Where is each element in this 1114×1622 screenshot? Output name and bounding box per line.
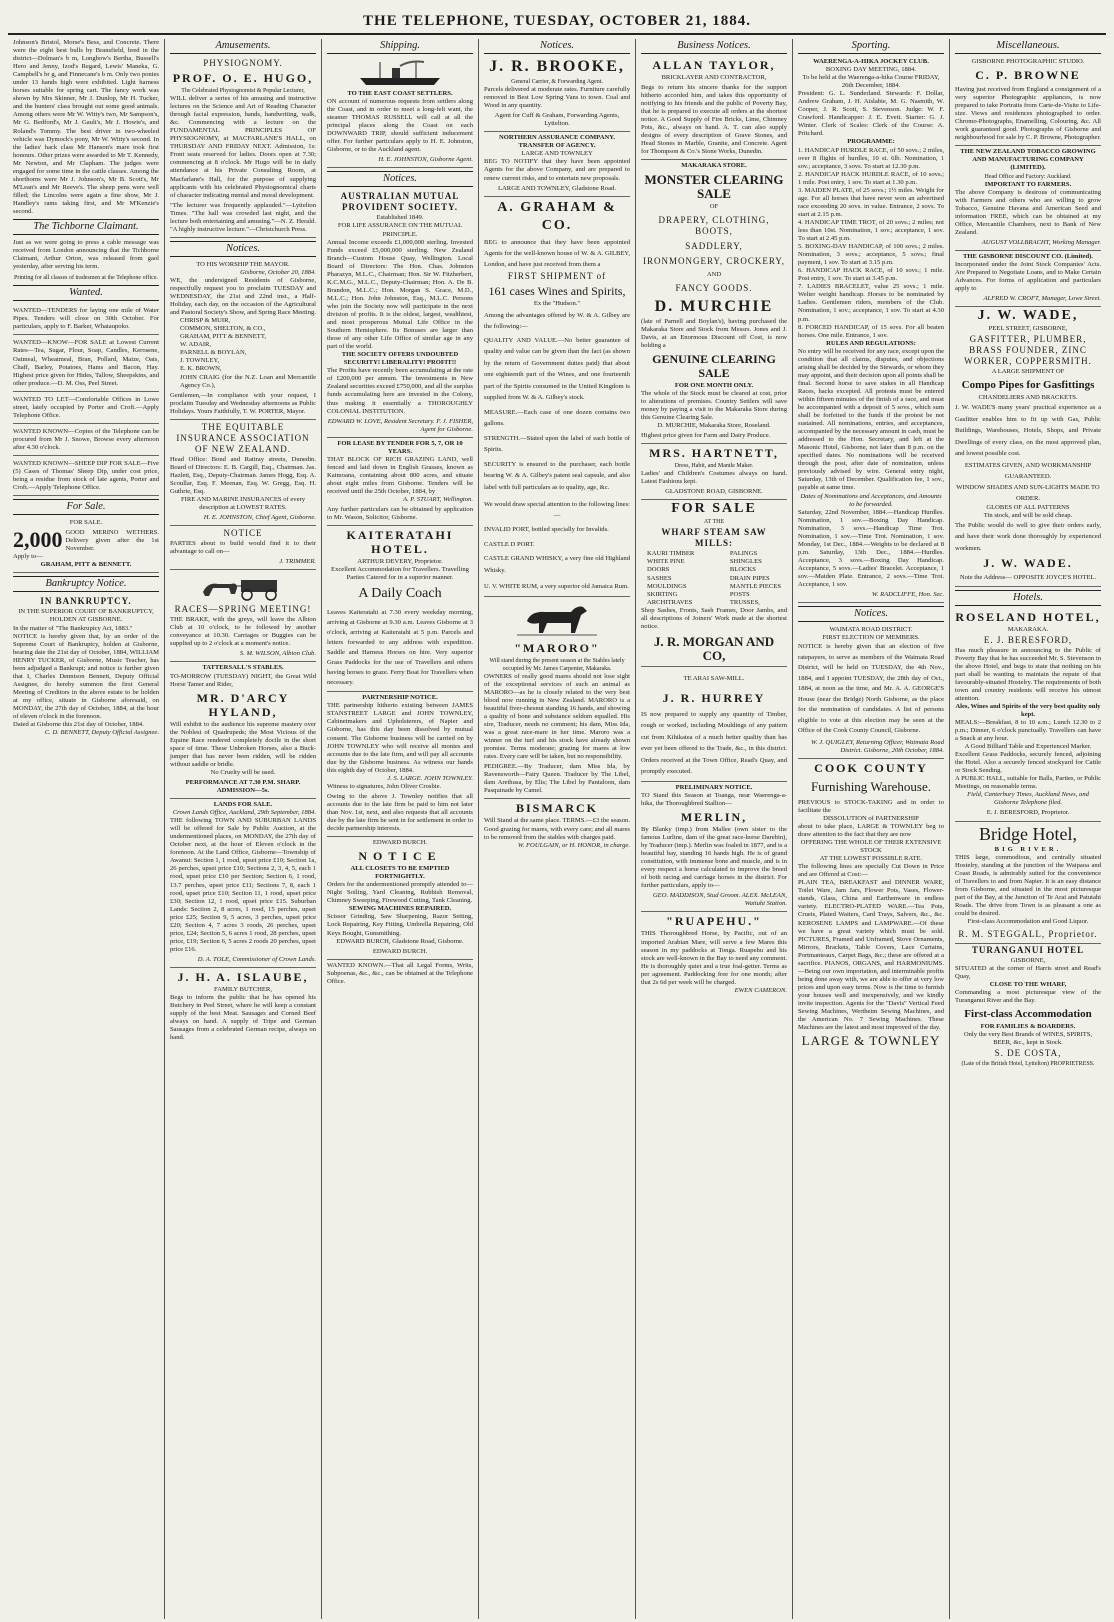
column-4 — [479, 39, 636, 1619]
notice-text: PARTIES about to build would find it to their advantage to call on— — [170, 540, 316, 556]
timber-item: TRUSSES, — [729, 598, 760, 606]
jc-title: WAERENGA-A-HIKA JOCKEY CLUB. — [813, 58, 929, 65]
race-item: 5. BOXING-DAY HANDICAP, of 100 sovs.; 2 miles. Nomination, 3 sovs.; acceptance, 5 sovs.; final payment, 1 sov. To start at 3.15 p.m. — [798, 243, 944, 267]
timber-item: SASHES — [647, 574, 672, 582]
cook-subtitle: Furnishing Warehouse. — [810, 778, 932, 794]
murchie-text: (late of Parnell and Boylan's), having purchased the Makaraka Store and Stock from Messrs. Jones and J. Davis, at an Enormous Discount off Cost, is now holding a — [641, 317, 787, 349]
column-2 — [165, 39, 322, 1619]
turanganui-text: SITUATED at the corner of Harris street and Read's Quay, — [955, 965, 1101, 981]
graham-point: QUALITY AND VALUE.—No better guarantee of quality and value can be given than the fact (as shown by the return of Government duties paid) that about one eighteenth part of the Wines, and one fourteenth part of the Spirits consumed in the United Kingdom is supplied from W. & A. Gilbey's stock. — [484, 336, 630, 402]
jc-officials: President: G. L. Sunderland. Stewards: F. Dollar, Andrew Graham, J. H. Aislabie, M. G. Nasmith, W. Cooper, J. R. Scott, S. Stevenson. Judge: W. F. Crawford. Handicapper: J. E. Evett. Starter: G. J. Winter. Clerk of Scales: Clerk of the Course: A. Pritchard. — [798, 90, 944, 138]
hartnett-address: GLADSTONE ROAD, GISBORNE. — [641, 486, 787, 500]
lease-signature: A. P. STUART, Wellington. — [402, 496, 473, 504]
steggall: R. M. STEGGALL, Proprietor. — [955, 927, 1101, 944]
amp-subtitle: FOR LIFE ASSURANCE ON THE MUTUAL PRINCIPLE. — [337, 222, 463, 238]
section-tichborne: The Tichborne Claimant. — [13, 219, 159, 235]
hotel-title: KAITERATAHI HOTEL. — [346, 528, 454, 557]
notice-signature: J. TRIMMER. — [170, 556, 316, 570]
burch-subtitle: ALL CLOSETS TO BE EMPTIED FORTNIGHTLY. — [350, 865, 450, 881]
signer: PARNELL & BOYLAN, — [180, 349, 247, 357]
races-text: THE BRAKE, with the greys, will leave the Albion Club at 10 o'clock, to be followed by another conveyance at 10.30. Carriages or Buggies can be supplied up to 2 o'clock at a moment's notice. — [170, 616, 316, 648]
paddocks: Excellent Grass Paddocks, securely fenced, adjoining the Hotel. Also a securely fenced stockyard for Cattle or Stock Sending. — [955, 751, 1101, 775]
maroro-pedigree: PEDIGREE.—By Traducer, dam Miss Ida, by Ravensworth—Fairy Queen. Traducer by The Libel, dam Arethusa, by Elis; The Libel by Pantaloon, dam Pasquinade by Camel. — [484, 761, 630, 799]
tobacco-signature: AUGUST VOLLBRACHT, Working Manager. — [955, 237, 1101, 251]
signer: W. ADAIR, — [180, 341, 212, 349]
graham-advantages: Among the advantages offered by W. & A. Gilbey are the following:— — [484, 311, 630, 330]
timber-item: SHINGLES — [729, 558, 762, 566]
genuine-sale: GENUINE CLEARING SALE — [652, 351, 776, 380]
merlin-text: By Blanky (imp.) from Mallee (own sister to the famous Lurline, dam of the great race-horse Darebin), by Traducer (imp.). Merlin was foaled in 1877, and is a beautiful bay, standing 16 hands high. He is of grand constitution, with immense bone and muscle, and is in every respect a horse calculated to improve the breed of both racing and carriage horses in the district. For further particulars, apply to— — [641, 826, 787, 890]
phys-professor: PROF. O. E. HUGO, — [172, 71, 314, 85]
estimates: ESTIMATES GIVEN, AND WORKMANSHIP GUARANTEED. — [964, 461, 1092, 480]
graham-line: INVALID PORT, bottled specially for Invalids. — [484, 526, 609, 534]
murchie-title: D. MURCHIE — [654, 297, 774, 315]
discount-signature: ALFRED W. CROFT, Manager, Lowe Street. — [955, 293, 1101, 307]
beresford-name: E. J. BERESFORD, — [983, 634, 1073, 645]
lease-note: Any further particulars can be obtained by application to Mr. Wason, Solicitor, Gisborne. — [327, 504, 473, 526]
brooke-title: J. R. BROOKE, — [489, 58, 625, 75]
graham-point: MEASURE.—Each case of one dozen contains two gallons. — [484, 408, 630, 428]
darcy-cruelty: No Cruelty will be used. — [210, 768, 276, 776]
tobacco-important: IMPORTANT TO FARMERS. — [984, 180, 1072, 188]
prelim-title: PRELIMINARY NOTICE. — [675, 783, 753, 791]
race-item: 3. MAIDEN PLATE, of 25 sovs.; 1½ miles. Weight for age. For all horses that have never won an advertised race exceeding 20 sovs. in value. Entrance, 2 sovs. To start at 2.15 p.m. — [798, 186, 944, 218]
forsale-number: 2,000 — [13, 527, 63, 553]
hurrey-text: IS now prepared to supply any quantity of Timber, rough or worked, including Mouldings of any pattern cut from Kihikatea of a much better quality than has ever yet been offered to the Trade, &c., in this district. Orders received at the Town Office, Read's Quay, and promptly executed. — [641, 707, 787, 782]
rules-text: No entry will be received for any race, except upon the condition that all claims, disputes, and objections arising shall be decided by the Stewards, or whom they may appoint, and their decision upon all points shall be final. Second horse to save stakes in all Handicap Races, hacks excepted. All protests must be entered within fifteen minutes of the finish of a race, and must be accompanied with a deposit of 5 sovs., which sum shall be forfeited to the funds if the protest be not sustained. All nominations, entries, and acceptances, accompanied by the necessary amount in cash, must be addressed to the Hon. Secretary, and left at the Masonic Hotel, Gisborne, not later than 8 p.m. on the specified dates. No nominations will be received through the post, after date of nomination, unless previously advised by wire. General entry night, Saturday, 13th of December. Qualification fee, 1 sov., payable at same time. — [798, 347, 944, 492]
hotel-text: Excellent Accommodation for Travellers. Travelling Parties Catered for in a superior manner. — [331, 566, 469, 582]
bankruptcy-dated: Dated at Gisborne this 21st day of October, 1884. — [13, 721, 144, 729]
tobacco-office: Head Office and Factory: Auckland. — [984, 173, 1072, 180]
meals: MEALS:—Breakfast, 8 to 10 a.m.; Lunch 12.30 to 2 p.m.; Dinner, 6 o'clock punctually. Travellers can have a Snack at any hour. — [955, 718, 1101, 743]
globes: GLOBES OF ALL PATTERNS — [986, 503, 1070, 511]
globes-more: Tin stock, and will be sold cheap. — [983, 511, 1073, 519]
makaraka-store: MAKARAKA STORE. — [681, 162, 747, 170]
maroro-title: "MARORO" — [514, 640, 600, 655]
maroro-text: OWNERS of really good mares should not lose sight of the exceptional services of such an animal as MARORO—as he is closely related to the very best blood now running in New Zealand. MARORO is a beautiful fiver-chesnut standing 16 hands, and showing a quality of bone and substance seldom equalled. His sire, Traducer, needs no comment; his dam, Miss Ida, was a great race-mare in her time. Maroro was a winner on the turf and his stock have already shown promise. Terms moderate; grazing for mares at low rates. Every care will be taken, but no responsibility. — [484, 672, 630, 761]
sale-title: FOR SALE — [671, 501, 757, 517]
partner-text: THE partnership hitherto existing between JAMES STANSTREET LARGE and JOHN TOWNLEY, Cabinetmakers and Upholsterers, of Napier and Gisborne, has this day been dissolved by mutual consent. The Gisborne business will be carried on by JOHN TOWNLEY who will receive all monies and accounts due to the late firm, and will pay all accounts due by the Gisborne business. As witness our hands this eighth day of October, 1884. — [327, 702, 473, 774]
section-wanted: Wanted. — [13, 285, 159, 301]
race-item: 2. HANDICAP HACK HURDLE RACE, of 10 sovs.; 1 mile. Post entry, 1 sov. To start at 1.30 p.m. — [798, 170, 944, 186]
monster-item: FANCY GOODS. — [675, 282, 753, 293]
burch-footer: EDWARD BURCH. — [327, 946, 473, 960]
timber-item: POSTS — [729, 590, 750, 598]
coach-text: Leaves Kaiteratahi at 7.30 every weekday morning, arriving at Gisborne at 9.30 a.m. Leaves Gisborne at 3 o'clock, arriving at Kaiteratahi at 5 p.m. Parcels and letters forwarded to any address with expedition. Saddle and Harness Horses on hire. Very superior Grass Paddocks for the use of Travellers and others having horses to graze. Ferry Boat for Travellers when necessary. — [327, 606, 473, 692]
jc-date: To be held at the Waerenga-a-hika Course FRIDAY, 26th December, 1884. — [802, 74, 940, 90]
timber-item: DRAIN PIPES — [729, 574, 770, 582]
lease-text: THAT BLOCK OF RICH GRAZING LAND, well fenced and laid down in English Grasses, known as Kaimoana, containing about 800 acres, and situate about eight miles from Gisborne. Tenders will be received until the 25th October, 1884, by — [327, 455, 473, 495]
forsale-ad — [13, 527, 159, 573]
bismarck-title: BISMARCK — [515, 801, 598, 816]
forsale-label: FOR SALE. — [69, 519, 103, 527]
wade-large: A LARGE SHIPMENT OF — [991, 368, 1065, 376]
bankruptcy-signature: C. D. BENNETT, Deputy Official Assignee. — [44, 729, 159, 737]
darcy-name: MR. D'ARCY HYLAND, — [196, 690, 290, 719]
signer: COMMON, SHELTON, & CO., — [180, 325, 266, 333]
waimata-title: WAIMATA ROAD DISTRICT. — [829, 626, 913, 634]
section-amusements: Amusements. — [170, 39, 316, 54]
ruapehu-signature: EWEN CAMERON. — [734, 986, 787, 994]
roseland-text: Has much pleasure in announcing to the Public of Poverty Bay that he has succeeded Mr. S. Stevenson in the above Hotel, and begs to state that nothing on his part shall be wanting to maintain the repute of that favourably-situated Hostelry. The requirements of both town and country residents will receive his utmost attention. — [955, 646, 1101, 702]
murchie-prices: Highest price given for Farm and Dairy Produce. — [641, 430, 787, 444]
wade-subtitle: PEEL STREET, GISBORNE, — [988, 325, 1068, 333]
amp-signature: EDWARD W. LOVE, Resident Secretary. F. J. FISHER, Agent for Gisborne. — [327, 416, 473, 438]
wade-address: Note the Address— OPPOSITE JOYCE'S HOTEL. — [955, 572, 1101, 586]
amp-title: AUSTRALIAN MUTUAL PROVIDENT SOCIETY. — [340, 191, 460, 213]
columns — [8, 39, 1106, 1619]
wanted-ad: WANTED KNOWN—SHEEP DIP FOR SALE—Five (5) Cases of Thomas' Sheep Dip, under cost price, being a residue from stock of late agents, Porter and Croft.—Apply Telephone Office. — [13, 458, 159, 496]
tobacco-text: The above Company is desirous of communicating with Farmers and others who are willing to grow Tobacco, Genuine Havana and American Seed and information FREE, which can be obtained at my Office, Mercantile Chambers, next to Bank of New Zealand. — [955, 188, 1101, 236]
prelim-text: TO Stand this Season at Toanga, near Waerenga-a-hika, the Thoroughbred Stallion— — [641, 791, 787, 807]
photo-title: GISBORNE PHOTOGRAPHIC STUDIO. — [971, 58, 1085, 65]
taylor-subtitle: BRICKLAYER AND CONTRACTOR, — [661, 74, 767, 81]
timber-item: BLOCKS — [729, 566, 756, 574]
tichborne-text: Just as we were going to press a cable message was received from London announcing that the Tichborne Claimant, Arthur Orton, was released from gaol yesterday, after serving his term. — [13, 239, 159, 271]
timber-left — [647, 550, 694, 606]
burch-notice: NOTICE — [358, 849, 442, 864]
east-text: ON account of numerous requests from settlers along the Coast, and in order to meet a long-felt want, the steamer THOMAS RUSSELL will call at all the principal places along the Coast on each DOWNWARD TRIP, should sufficient inducement offer. For further particulars apply to H. E. Johnston, Gisborne, or to the Auckland agent. — [327, 98, 473, 154]
wanted-forms: WANTED KNOWN.—That all Legal Forms, Writs, Subpoenas, &c., &c., can be obtained at the Telephone Office. — [327, 961, 473, 985]
murchie-more: The whole of the Stock must be cleared at cost, prior to alterations of premises. Country Settlers will save money by paying a visit to the Makaraka Store during this Genuine Clearing Sale. — [641, 389, 787, 421]
arai-title: TE ARAI SAW-MILL. — [683, 674, 745, 682]
stallion-illustration — [484, 599, 630, 639]
wines: Only the very Best Brands of WINES, SPIRITS, BEER, &c., kept in Stock. — [963, 1031, 1093, 1047]
bankruptcy-court: IN THE SUPERIOR COURT OF BANKRUPTCY, HOLDEN AT GISBORNE. — [18, 608, 154, 624]
wharf-mills: WHARF STEAM SAW MILLS: — [661, 527, 767, 549]
phys-subtitle: The Celebrated Physiognomist & Popular Lecturer, — [181, 88, 305, 94]
timber-item: MOULDINGS — [647, 582, 687, 590]
telephone-note: Printing for all classes of tradesmen at the Telephone office. — [14, 275, 158, 282]
section-misc: Miscellaneous. — [955, 39, 1101, 54]
partner-more: Owing to the above J. Townley notifies that all accounts due to the late firm be paid to him not later than Nov. 1st, next, and also requests that all accounts due by the late firm be sent in for settlement in order to decide partnership interests. — [327, 791, 473, 837]
notice-title: NOTICE — [223, 528, 263, 539]
amp-profit: THE SOCIETY OFFERS UNDOUBTED SECURITY! LIBERALITY! PROFIT!! — [341, 351, 459, 367]
bankruptcy-text: NOTICE is hereby given that, by an order of the Supreme Court of Bankruptcy, holden at Gisborne, bearing date the 21st day of October, 1884, WILLIAM HENRY TUCKER, of Gisborne, Music Teacher, has been adjudged a Bankrupt; and notice is further given that I, Charles Dennison Bennett, Deputy Official Assignee, do hereby summon the first General Meeting of Creditors in the above estate to be holden at my office, situate in Gisborne aforesaid, on MONDAY, the 27th day of October, 1884, at the hour of eleven o'clock in the forenoon. — [13, 632, 159, 721]
cook-text: PREVIOUS to STOCK-TAKING and in order to facilitate the — [798, 798, 944, 814]
jc-subtitle: BOXING DAY MEETING, 1884. — [825, 66, 917, 74]
beresford-signature: E. J. BERESFORD, Proprietor. — [955, 807, 1101, 821]
lease-title: FOR LEASE BY TENDER FOR 5, 7, OR 10 YEARS. — [337, 439, 463, 455]
graham-attention: We would draw special attention to the following lines:— — [484, 501, 630, 520]
brooke-text: Parcels delivered at moderate rates. Furniture carefully removed in Best Low Spring Vans to town. Coal and Wood in any quantity. — [484, 86, 630, 110]
phys-text: WILL deliver a series of his amusing and instructive lectures on the Science and Art of Reading Character through facial expression, hands, handwriting, walk, &c. Commencing with a lecture on the FUNDAMENTAL PRINCIPLES OF PHYSIOGNOMY, at MACFARLANE'S HALL, on THURSDAY AND FRIDAY NEXT. Admission, 1s: Front seats reserved for ladies. Doors open at 7.30; commencing at 8 o'clock. Mr Hugo will be in daily attendance at his Private Consulting Room, at Macfarlane's Hall, for the purpose of supplying applicants with his celebrated Physiognomical charts of character indicating mental and moral development. — [170, 95, 316, 199]
graham-line: CASTLE D PORT. — [484, 540, 535, 548]
bridge-title: Bridge Hotel, — [979, 823, 1077, 844]
hurrey-name: J. R. HURREY — [662, 690, 766, 705]
section-bankruptcy: Bankruptcy Notice. — [13, 576, 159, 592]
show-report: Johnson's Bristol, Morse's Bess, and Concrete. There were the eight best bulls by Bransfield, bred in the district—Dolman's b m, Longbow's Bertha, Bussell's Hero and Jenny, Izod's Regard, Lewis' Maneka, G. Campbell's br g, and Finnecane's b m. Only two ponies under 13 hands high were exhibited. Light harness horses suitable for spring cart. The fancy work was shown by Mrs Skinner, Mr J. Dunlop, Mr H. Tucker, and the hunters' class brought out some good animals. Among others were Mr W. Witty's two, Mr Sampson's, Mr G. Bedford's, Mr J. Gault's, Mr J. Howie's, and Roland's Tommy. The best driver in two-wheeled vehicle was Dymock's pony, Mr W. Witty's second. In the ladies' hack class Mr Hanson's mare took first honours. Other prizes were awarded to Mr T. Kennedy, Mr Newton, and Mr Clapham. The judges were engaged for some time in the cattle classes. Among the shorthorns were Mr J. Johnson's, Mr B. Scott's, Mr M'Lean's and Mr Reeve's. The sheep pens were well filled; the Lincolns were again a fine show, Mr J. Handley's rams taking first, and Mr M'Kenzie's second. — [13, 39, 159, 215]
burch-name: EDWARD BURCH. — [372, 839, 428, 847]
monster-of: OF — [709, 202, 719, 210]
masthead — [8, 6, 1106, 35]
maroro-subtitle: Will stand during the present season at the Stables lately occupied by Mr. James Carpenter, Makaraka. — [489, 657, 625, 672]
bismarck-signature: W. FOULGAIN, or H. HONOR, in charge. — [517, 841, 630, 849]
election-signature: W. J. QUIGLEY, Returning Officer, Waimata Road District. Gisborne, 20th October, 1884. — [798, 737, 944, 759]
public-hall: A PUBLIC HALL, suitable for Balls, Parties, or Public Meetings, on reasonable terms. — [955, 775, 1101, 791]
east-signature: H. E. JOHNSTON, Gisborne Agent. — [327, 154, 473, 168]
timber-item: MANTLE PIECES — [729, 582, 781, 590]
ruapehu-text: THIS Thoroughbred Horse, by Pacific, out of an imported Arabian Mare, will serve a few Mares this season in my paddocks at Tonga. Ruapehu and his stock are well-known in the Bay to need any comment. He is thoroughly quiet and a true foal-getter. Terms as per agreement. Paddocking free for one month; after that 2s 6d per week will be charged. — [641, 930, 787, 986]
wade-text: J. W. WADE'S many years' practical experience as a Gasfitter enables him to fit up with Gas, Public Buildings, Warehouses, Hotels, Shops, and Private Dwellings of every class, on the most approved plan, and lowest possible cost. — [955, 404, 1101, 458]
turanganui-location: GISBORNE, — [1010, 957, 1046, 964]
discount-title: THE GISBORNE DISCOUNT CO. (Limited). — [963, 252, 1093, 260]
graham-point: SECURITY is ensured to the purchaser, each bottle bearing W. & A. Gilbey's patent seal capsule, and also label with full particulars as to quality, age, &c. — [484, 460, 630, 491]
graham-cases: 161 cases Wines and Spirits, — [488, 283, 626, 298]
roseland-location: MAKARAKA. — [1007, 625, 1049, 633]
wanted-ad: WANTED—TENDERS for laying one mile of Water Pipes. Tenders will close on 30th October. For particulars, apply to F. Barker, Whataupoko. — [13, 305, 159, 335]
ales: Ales, Wines and Spirits of the very best quality only kept. — [955, 702, 1101, 718]
timber-item: SKIRTING — [647, 590, 678, 598]
darcy-more: Will exhibit to the audience his supreme mastery over the Noblest of Quadrupeds; the Most Vicious of the Equine Race rendered completely docile in the short space of time. These Unbroken Horses, also a Buck-jumper that has never been ridden, will be ridden without saddle or bridle. — [170, 720, 316, 768]
wanted-ad: WANTED TO LET—Comfortable Offices in Lowe street, lately occupied by Porter and Croft.—Apply Telephone Office. — [13, 394, 159, 424]
dates-text: Saturday, 22nd November, 1884.—Handicap Hurdles. Nomination, 1 sov.—Boxing Day Handicap. Nomination, 3 sovs.—Handicap Time Trot. Nomination, 1 sov.—Time Trot. Nomination, 1 sov. Monday, 1st Dec., 1884.—Weights to be declared at 8 p.m. Saturday, 13th Dec., 1884.—Hurdles. Acceptance, 3 sovs.—Boxing Day Handicap. Acceptance, 5 sovs.—Ladies' Bracelet. Acceptance, 1 sov.—Maiden Plate. Entrance, 2 sovs.—Time Trot. Acceptance, 1 sov. — [798, 508, 944, 589]
wade-trades: GASFITTER, PLUMBER, BRASS FOUNDER, ZINC WORKER, COPPERSMITH. — [964, 334, 1092, 367]
column-1 — [8, 39, 165, 1619]
wade-signature: J. W. WADE. — [983, 556, 1073, 571]
signer: CHRISP & MUIR, — [180, 317, 231, 325]
graham-line: CASTLE GRAND WHISKY, a very fine old Highland Whisky. — [484, 555, 630, 574]
burch-text: Orders for the undermentioned promptly attended to—Night Soiling, Yard Cleaning, Rubbish Removal, Chimney Sweeping, Firewood Cutting, Tank Cleaning. — [327, 881, 473, 905]
graham-ex: Ex the "Hudson." — [533, 299, 581, 307]
jc-signature: W. RADCLIFFE, Hon. Sec. — [798, 589, 944, 603]
burch-sewing: SEWING MACHINES REPAIRED. — [348, 905, 452, 913]
mayor-text: WE, the undersigned Residents of Gisborne, respectfully request you to proclaim TUESDAY and WEDNESDAY, the 21st and 22nd inst., a Half-Holiday, each day, on the occasion of the Agricultural and Pastoral Society's Show, and Spring Race Meeting. — [170, 276, 316, 317]
discount-text: Incorporated under the Joint Stock Companies' Acts. Are Prepared to Negotiate Loans, and to Make Certain Advances. For forms of application and particulars apply to — [955, 260, 1101, 293]
timber-item: WHITE PINE — [647, 558, 685, 566]
tobacco-title: THE NEW ZEALAND TOBACCO GROWING AND MANUFACTURING COMPANY (LIMITED). — [960, 148, 1096, 172]
column-3 — [322, 39, 479, 1619]
lands-signature: D. A. TOLE, Commissioner of Crown Lands. — [170, 954, 316, 968]
monster-item: AND — [706, 270, 722, 278]
hartnett-text: Ladies' and Children's Costumes always on hand. Latest Fashions kept. — [641, 470, 787, 486]
bridge-text: THIS large, commodious, and centrally situated Hostelry, standing at the junction of the Waipaoa and Coast Roads, is admirably suited for the convenience of Travellers to and from Napier. It is an easy distance from Gisborne, and situated in the most picturesque part of the Bay, at the Junction of Te Arai and Patutahi Roads. The drive from Town is as pleasant a one as could be desired. — [955, 853, 1101, 917]
dissolution-more: about to take place, LARGE & TOWNLEY beg to draw attention to the fact that they are now — [798, 822, 944, 839]
phys-press: "The lecturer was frequently applauded."—Lyttelton Times. "The hall was crowded last night, and the lecture both entertaining and amusing."—N. Z. Herald. "A highly instructive lecture."—Christchurch Press. — [170, 200, 316, 238]
turanganui-title: TURANGANUI HOTEL — [971, 945, 1085, 955]
graham-text: BEG to announce that they have been appointed Agents for the well-known house of W. & A. GILBEY, London, and have just received from them a — [484, 238, 630, 268]
east-title: TO THE EAST COAST SETTLERS. — [347, 90, 453, 97]
transfer-signature: LARGE AND TOWNLEY, Gladstone Road. — [484, 183, 630, 197]
families: FOR FAMILIES & BOARDERS. — [980, 1023, 1076, 1031]
section-notices: Notices. — [327, 171, 473, 187]
signer: JOHN CRAIG (for the N.Z. Loan and Mercantile Agency Co.), — [180, 373, 316, 389]
costa-name: S. DE COSTA, — [994, 1048, 1062, 1059]
timber-list — [641, 550, 787, 606]
timber-item: KAURI TIMBER — [647, 550, 695, 558]
lowest: AT THE LOWEST POSSIBLE RATE. — [819, 855, 923, 863]
equitable-text: Head Office: Bond and Rattray streets, Dunedin. Board of Directors: E. B. Cargill, Esq., Chairman. Jas. Hazlett, Esq., Deputy-Chairman. James Hogg, Esq. A. Scoullar, Esq. F. Meenan, Esq. W. Gregg, Esq. H. Guthrie, Esq. — [170, 455, 316, 495]
wade-public: The Public would do well to give their orders early, and have their work done thoroughly by experienced workmen. — [955, 521, 1101, 552]
lands-office: Crown Lands Office, Auckland, 29th September, 1884. — [172, 809, 316, 817]
timber-more: Shop Sashes, Fronts, Sash Frames, Door Jambs, and all descriptions of Joiners' Work made at the shortest notice. — [641, 606, 787, 630]
mayor-signers — [170, 317, 316, 389]
amp-established: Established 1849. — [376, 214, 424, 222]
signer: E. K. BROWN, — [180, 365, 222, 373]
northern-title: NORTHERN ASSURANCE COMPANY. — [498, 134, 616, 142]
equitable-agent: H. E. JOHNSTON, Chief Agent, Gisborne. — [170, 512, 316, 526]
timber-item: ARCHITRAVES — [647, 598, 693, 606]
bridge-accommodation: First-class Accommodation and Good Liquor. — [967, 917, 1089, 925]
compo-pipes: Compo Pipes for Gasfittings — [961, 379, 1095, 392]
chandeliers: CHANDELIERS AND BRACKETS. — [978, 394, 1078, 402]
monster-item: DRAPERY, CLOTHING, BOOTS, — [658, 214, 770, 236]
graham-title: A. GRAHAM & CO. — [497, 199, 617, 233]
rules-title: RULES AND REGULATIONS: — [826, 339, 916, 347]
races-signature: S. M. WILSON, Albion Club. — [170, 648, 316, 662]
bridge-subtitle: BIG RIVER. — [994, 845, 1062, 853]
graham-first: FIRST SHIPMENT of — [507, 270, 607, 281]
roseland-title: ROSELAND HOTEL, — [955, 609, 1101, 624]
mayor-dated: Gisborne, October 20, 1884. — [240, 268, 316, 276]
first-class: First-class Accommodation — [964, 1008, 1092, 1021]
hartnett-subtitle: Dress, Habit, and Mantle Maker. — [674, 463, 754, 470]
merlin-signature: GEO. MADDISON, Stud Groom. ALEX. McLEAN, Waituhi Station. — [641, 890, 787, 912]
morgan-firm: J. R. MORGAN AND CO, — [641, 633, 787, 667]
brooke-agent: Agent for Cuff & Graham, Forwarding Agents, Lyttelton. — [484, 110, 630, 132]
offering: OFFERING THE WHOLE OF THEIR EXTENSIVE STOCK — [800, 839, 942, 855]
bankruptcy-matter: In the matter of "The Bankruptcy Act, 1883." — [13, 624, 133, 632]
race-item: 8. FORCED HANDICAP, of 15 sovs. For all beaten horses. One mile. Entrance, 1 sov. — [798, 323, 944, 339]
partner-witness: Witness to signatures, John Oliver Crosbie. — [327, 782, 442, 790]
section-notices: Notices. — [170, 241, 316, 257]
ruapehu-title: "RUAPEHU." — [666, 914, 762, 929]
dissolution: DISSOLUTION of PARTNERSHIP — [823, 814, 919, 822]
race-item: 6. HANDICAP HACK RACE, of 10 sovs.; 1 mile. Post entry, 1 sov. To start at 3.45 p.m. — [798, 267, 944, 283]
column-5 — [636, 39, 793, 1619]
lands-title: LANDS FOR SALE. — [213, 801, 273, 809]
section-forsale: For Sale. — [13, 499, 159, 515]
cook-more: The following lines are specially Cut Down in Price and are Offered at Cost:— — [798, 863, 944, 879]
cook-items: PLAIN TEA, BREAKFAST and DINNER WARE, Toilet Ware, Jam Jars, Flower Pots, Vases, Flower-stands, Glass, China and Earthenware in endless variety. ELECTRO-PLATED WARE.—Tea Pots, Cruets, Plated Waiters, Card Trays, Salvers, &c., &c. KEROSENE LAMPS and LAMPWARE.—Of these we have a great variety which must be sold. PICTURES, Framed and Unframed, Stove Ornaments, Mirrors, Brackets, Table Covers, Lace Curtains, Portmanteaux, Carpet Bags, &c.; these are offered at a sacrifice. PIANOS, ORGANS, and HARMONIUMS.—Being our own importation, and interminable profits being done away with, we are able to offer at very low prices and upon easy terms. Now is the time to furnish your houses well and inexpensively, and we kindly invite inspection. Agents for the "Davis" Vertical Feed Sewing Machines, Wertheim Sewing Machines, and the American No. 7 Sewing Machines. These Machines are the latest and most improved of the day. — [798, 879, 944, 1032]
section-business: Business Notices. — [641, 39, 787, 54]
hotel-proprietor: ARTHUR DEVERY, Proprietor. — [357, 558, 443, 566]
section-sporting: Sporting. — [798, 39, 944, 54]
mayor-title: TO HIS WORSHIP THE MAYOR. — [196, 260, 290, 268]
bismarck-text: Will Stand at the same place. TERMS.—£3 the season. Good grazing for mares, with every care; and all mares to be removed from the stables with charges paid. — [484, 817, 630, 841]
partner-title: PARTNERSHIP NOTICE. — [362, 694, 438, 702]
masthead-title: THE TELEPHONE, TUESDAY, OCTOBER 21, 1884. — [363, 13, 751, 29]
graham-line: U. V. WHITE RUM, a very superior old Jamaica Rum. — [484, 579, 630, 597]
browne-text: Having just received from England a consignment of a very superior Photographic appliances, is now prepared to take Portraits from Carte-de-Visite to Life-size. Views and residences photographed to order. Chromo-Photographs, Enamelling, Colouring, &c. All work guaranteed good. Photographs of Gisborne and neighbourhood for sale by C. P. Browne, Photographer. — [955, 84, 1101, 146]
taylor-text: Begs to return his sincere thanks for the support hitherto accorded him, and takes this opportunity of notifying to his friends and the public of Poverty Bay, that he is prepared to execute all orders at the shortest notice. A Good Supply of Fire Bricks, Lime, Chimney Pots, &c., always on hand. A. T. can also supply designs of every description of Grave Stones, and Head Stones in Marble, Granite, and Concrete. Agent for Thompson & Co.'s Stone Works, Dunedin. — [641, 82, 787, 160]
murchie-signature: D. MURCHIE, Makaraka Store, Roseland. — [657, 422, 771, 430]
coach-title: A Daily Coach — [358, 586, 442, 602]
monster-item: SADDLERY, — [685, 240, 743, 251]
bankruptcy-title: IN BANKRUPTCY. — [40, 596, 132, 607]
cook-title: COOK COUNTY — [814, 760, 928, 775]
islaube-text: Begs to inform the public that he has opened his Butchery in Peel Street, where he will keep a constant supply of the best Meat. Sausages and Corned Beef always on hand. A supply of Tripe and German Sausages from a celebrated German recipe, always on hand. — [170, 994, 316, 1042]
transfer-title: TRANSFER OF AGENCY. — [518, 142, 596, 150]
election-title: FIRST ELECTION OF MEMBERS. — [822, 634, 920, 642]
islaube-title: J. H. A. ISLAUBE, — [177, 969, 309, 984]
amp-text: Annual Income exceeds £1,000,000 sterling. Invested Funds exceed £5,000,000 sterling. New Zealand Branch—Custom House Quay, Wellington. Local Board of Directors: The Hon. Chas. Johnston Pharazyn, M.L.C., Chairman; Hon. Sir W. Fitzherbert, K.C.M.G., M.L.C., Deputy-Chairman; Hon. A. De B. Brandon, M.L.C.; Hon. Morgan S. Grace, M.D., M.L.C.; Hon. John Johnston, Esq., M.L.C. Persons who join the Society now will participate in the next division of profits. It is the oldest, largest, wealthiest, and most prosperous Mutual Life Office in the Southern Hemisphere. Its Bonuses are larger than those of any other Life Office of similar age in any part of the world. — [327, 238, 473, 351]
section-hotels: Hotels. — [955, 590, 1101, 606]
turanganui-more: Commanding a most picturesque view of the Turanganui River and the Bay. — [955, 989, 1101, 1005]
phys-title: PHYSIOGNOMY. — [203, 58, 283, 68]
section-notices: Notices. — [484, 39, 630, 54]
signer: J. TOWNLEY, — [180, 357, 220, 365]
amp-more: The Profits have recently been accumulating at the rate of £200,000 per annum. The investments in New Zealand securities exceed £750,000, and all the surplus funds accumulating here are invested in the Colony, thus making it essentially a THOROUGHLY COLONIAL INSTITUTION. — [327, 367, 473, 415]
papers: Field, Canterbury Times, Auckland News, and Gisborne Telephone filed. — [967, 791, 1089, 807]
wanted-ad: WANTED—KNOW—FOR SALE at Lowest Current Rates—Tea, Sugar, Flour, Soap, Candles, Kerosene, Oatmeal, Wheatmeal, Bran, Pollard, Maize, Oats, Chaff, Barley, Potatoes, Hams and Bacon, Hay. Highest price given for Hides, Tallow, Sheepskins, and other produce.—D. M. Oss, Peel Street. — [13, 337, 159, 391]
section-shipping: Shipping. — [327, 39, 473, 54]
race-item: 4. HANDICAP TIME TROT, of 20 sovs.; 2 miles; not less than 10st. Nomination, 1 sov.; acceptance, 1 sov. To start at 2.45 p.m. — [798, 218, 944, 243]
forsale-apply: Apply to— — [13, 553, 43, 561]
monster-item: IRONMONGERY, CROCKERY, — [643, 255, 785, 266]
browne-title: C. P. BROWNE — [975, 68, 1081, 83]
dates-title: Dates of Nominations and Acceptances, and Amounts to be forwarded. — [800, 492, 942, 508]
timber-right — [730, 550, 781, 606]
election-text: NOTICE is hereby given that an election of five ratepayers, to serve as members of the Waimata Road District, will be held on TUESDAY, the 4th Nov., 1884, and I appoint TUESDAY, the 28th day of Oct., 1884, at noon as the time, and Mr. A. A. GEORGE'S House (near the Bridge) North Gisborne, as the place for the nomination of candidates. A list of persons eligible to vote at this election may be seen at the Office of the Cook County Council, Gisborne. — [798, 643, 944, 735]
lands-text: THE following TOWN AND SUBURBAN LANDS will be offered for Sale by Public Auction, at the undermentioned places, on MONDAY, the 27th day of October next, at the hour of Eleven o'clock in the forenoon. At the Land Office, Gisborne—Township of Awanui: Section 1, 1 rood, upset price £10; Section 1a, 26 perches, upset price £10; Sections 2, 3, 4, 5, each 1 rood, upset price £10 per Section; Section 6, 1 rood, 13.7 perches, upset price £11; Sections 7, 8, each 1 rood, upset price £10; Section 11, 1 rood, upset price £30; Section 12, 1 rood, upset price £15. Suburban Lands: Section 2, 8 acres, 1 rood, 15 perches, upset price £25; Section 9, 5 acres, 3 perches, upset price £20; Section 4, 7 acres 3 roods, 26 perches, upset price, £24; Section 5, 6 acres 1 rood, 28 perches, upset price, £19; Section 6, 5 acres 2 roods 20 perches, upset price £16. — [170, 817, 316, 953]
signer: GRAHAM, PITT & BENNETT, — [180, 333, 267, 341]
burch-address: EDWARD BURCH, Gladstone Road, Gisborne. — [336, 937, 464, 945]
taylor-title: ALLAN TAYLOR, — [652, 58, 776, 72]
graham-point: STRENGTH.—Stated upon the label of each bottle of Spirits. — [484, 434, 630, 454]
forsale-firm: GRAHAM, PITT & BENNETT. — [40, 561, 132, 569]
race-item: 7. LADIES BRACELET, value 25 sovs.; 1 mile. Welter weight handicap. Horses to be nominated by Ladies. Gentlemen riders, members of the Club. Nomination, 1 sov.; acceptance, 1 sov. To start at 4.30 p.m. — [798, 283, 944, 323]
large-firm: LARGE AND TOWNLEY — [521, 150, 593, 158]
merlin-name: MERLIN, — [680, 810, 748, 825]
hartnett-title: MRS. HARTNETT, — [649, 446, 779, 461]
wade-title: J. W. WADE, — [977, 308, 1079, 324]
costa-subtitle: (Late of the British Hotel, Lyttelton) PROPRIETRESS. — [961, 1061, 1095, 1068]
partner-signature: J. S. LARGE. JOHN TOWNLEY. — [387, 774, 473, 782]
one-month: FOR ONE MONTH ONLY. — [674, 381, 754, 389]
darcy-performance: PERFORMANCE AT 7.30 P.M. SHARP. ADMISSION—5s. — [170, 777, 316, 799]
column-7 — [950, 39, 1106, 1619]
equitable-title: THE EQUITABLE INSURANCE ASSOCIATION OF NEW ZEALAND. — [176, 421, 310, 454]
equitable-fire: FIRE AND MARINE INSURANCES of every description at LOWEST RATES. — [181, 495, 305, 512]
burch-items: Scissor Grinding, Saw Sharpening, Razor Setting, Lock Repairing, Key Fitting, Umbrella Repairing, Old Keys Bought, Gunsmithing. — [327, 913, 473, 937]
islaube-subtitle: FAMILY BUTCHER, — [214, 985, 272, 993]
races-title: RACES—SPRING MEETING! — [174, 604, 312, 615]
column-6 — [793, 39, 950, 1619]
horse-coach-illustration — [170, 572, 316, 602]
sale-at: AT THE — [703, 519, 725, 526]
wharf-close: CLOSE TO THE WHARF, — [989, 981, 1067, 989]
race-item: 1. HANDICAP HURDLE RACE, of 50 sovs.; 2 miles, over 8 flights of hurdles, 10 st. 6lb. Nomination, 1 sov.; acceptance, 3 sovs. To start at 12.30 p.m. — [798, 146, 944, 170]
window-shades: WINDOW SHADES AND SUN-LIGHTS MADE TO ORDER. — [956, 483, 1100, 502]
large-townley: LARGE & TOWNLEY — [801, 1033, 941, 1049]
monster-sale: MONSTER CLEARING SALE — [644, 171, 784, 201]
billiard: A Good Billiard Table and Experienced Marker. — [964, 743, 1092, 751]
programme: PROGRAMME: — [847, 138, 895, 146]
tattersall-title: TATTERSALL'S STABLES. — [202, 664, 284, 672]
forsale-text: GOOD MERINO WETHERS. Delivery given after the 1st November. — [65, 529, 159, 553]
transfer-text: BEG TO NOTIFY that they have been appointed Agents for the above Company, and are prepared to renew current risks, and to entertain new proposals. — [484, 158, 630, 182]
timber-item: PALINGS — [729, 550, 758, 558]
steamship-illustration — [327, 58, 473, 88]
darcy-text: TO-MORROW (TUESDAY) NIGHT, the Great Wild Horse Tamer and Rider, — [170, 672, 316, 688]
wanted-ad: WANTED KNOWN—Copies of the Telephone can be procured from Mr J. Snowe, Browse every afternoon after 4.30 o'clock. — [13, 426, 159, 456]
brooke-subtitle: General Carrier, & Forwarding Agent. — [511, 79, 603, 85]
timber-item: DOORS — [647, 566, 670, 574]
section-notices: Notices. — [798, 606, 944, 622]
mayor-reply: Gentlemen,—In compliance with your request, I proclaim Tuesday and Wednesday afternoons as Public Holidays. Yours Faithfully, T. W. PORTER, Mayor. — [170, 390, 316, 420]
